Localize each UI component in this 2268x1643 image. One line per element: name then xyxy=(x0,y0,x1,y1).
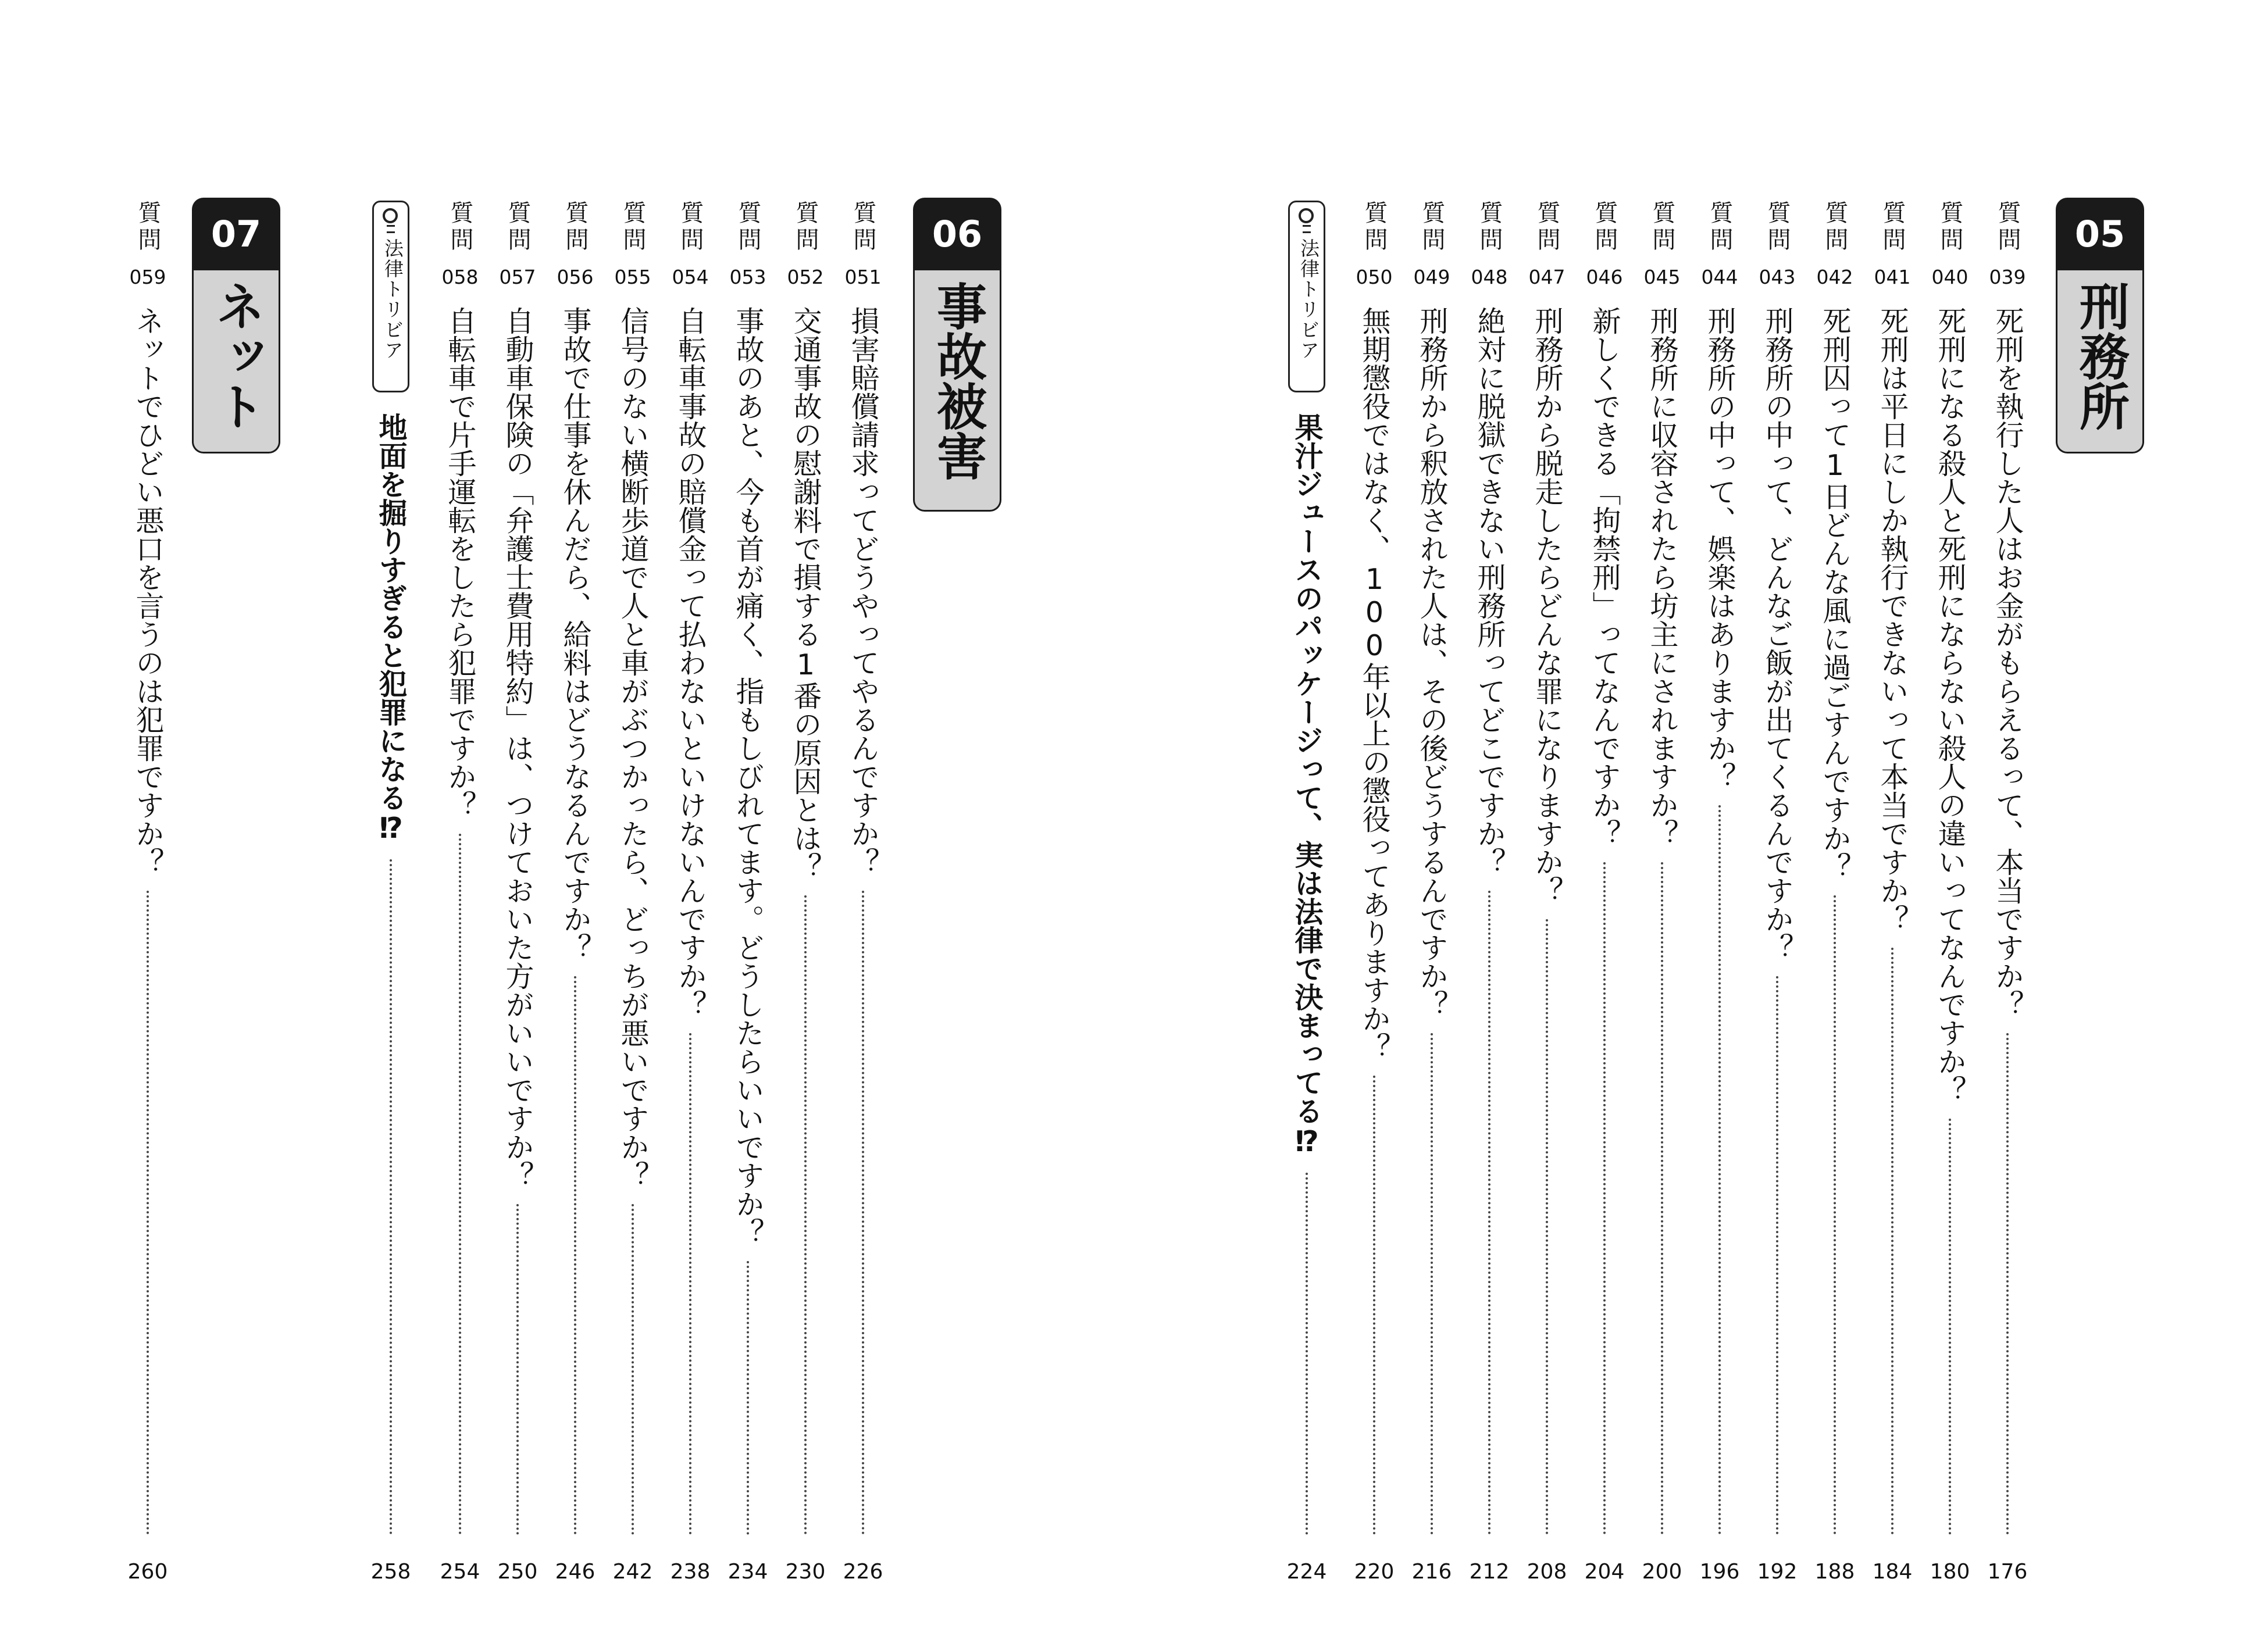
lightbulb-base xyxy=(1303,225,1311,233)
dot-leader xyxy=(689,1033,691,1535)
question-text: 自転車で片手運転をしたら犯罪ですか？ xyxy=(444,306,477,819)
question-text: 刑務所に収容されたら坊主にされますか？ xyxy=(1646,306,1679,848)
lightbulb-icon xyxy=(1299,208,1314,223)
question-number: 044 xyxy=(1701,266,1738,288)
toc-entry-048[interactable] xyxy=(1471,201,1508,1596)
chapter-title: 事故被害 xyxy=(928,281,986,481)
chapter-title-box xyxy=(913,270,1001,512)
dot-leader xyxy=(747,1261,749,1535)
toc-entry-049[interactable] xyxy=(1413,201,1450,1596)
dot-leader xyxy=(574,976,576,1535)
toc-entry-053[interactable] xyxy=(729,201,766,1596)
question-number: 058 xyxy=(441,266,479,288)
dot-leader xyxy=(862,891,864,1535)
question-text: 新しくできる「拘禁刑」ってなんですか？ xyxy=(1588,306,1621,848)
dot-leader xyxy=(804,895,807,1535)
page-number: 212 xyxy=(1469,1560,1510,1584)
toc-entry-047[interactable] xyxy=(1528,201,1566,1596)
question-text: 刑務所の中って、どんなご飯が出てくるんですか？ xyxy=(1761,306,1794,962)
trivia-tag xyxy=(372,201,409,392)
dot-leader xyxy=(1546,919,1548,1535)
question-label: 質問 xyxy=(504,201,531,254)
question-label: 質問 xyxy=(1821,201,1848,254)
page-number: 250 xyxy=(497,1560,538,1584)
toc-entry-042[interactable] xyxy=(1816,201,1853,1596)
dot-leader xyxy=(1661,862,1663,1535)
question-label: 質問 xyxy=(734,201,761,254)
page-number: 230 xyxy=(785,1560,826,1584)
question-text: 死刑囚って1日どんな風に過ごすんですか？ xyxy=(1818,306,1852,881)
question-number: 053 xyxy=(729,266,766,288)
page-number: 258 xyxy=(370,1560,411,1584)
question-text: 死刑は平日にしか執行できないって本当ですか？ xyxy=(1876,306,1909,933)
toc-entry-056[interactable] xyxy=(557,201,594,1596)
trivia-text: 果汁ジュースのパッケージって、実は法律で決まってる⁉ xyxy=(1290,413,1324,1158)
question-number: 051 xyxy=(844,266,882,288)
dot-leader xyxy=(390,859,392,1535)
chapter-title-box xyxy=(2056,270,2144,453)
page-number: 260 xyxy=(127,1560,168,1584)
question-text: 刑務所から脱走したらどんな罪になりますか？ xyxy=(1531,306,1564,905)
chapter-number: 07 xyxy=(192,198,280,270)
question-text: 刑務所から釈放された人は、その後どうするんですか？ xyxy=(1415,306,1449,1019)
chapter-number: 06 xyxy=(913,198,1001,270)
toc-entry-059[interactable] xyxy=(129,201,166,1596)
toc-entry-054[interactable] xyxy=(672,201,709,1596)
question-number: 047 xyxy=(1528,266,1566,288)
question-text: 自動車保険の「弁護士費用特約」は、つけておいた方がいいですか？ xyxy=(501,306,534,1190)
dot-leader xyxy=(147,891,149,1535)
question-label: 質問 xyxy=(1361,201,1388,254)
question-number: 045 xyxy=(1643,266,1681,288)
question-number: 050 xyxy=(1356,266,1393,288)
question-label: 質問 xyxy=(792,201,819,254)
page-number: 224 xyxy=(1286,1560,1327,1584)
dot-leader xyxy=(459,834,461,1535)
question-label: 質問 xyxy=(562,201,589,254)
page-number: 188 xyxy=(1814,1560,1855,1584)
page-number: 208 xyxy=(1527,1560,1567,1584)
dot-leader xyxy=(1431,1033,1433,1535)
toc-entry-040[interactable] xyxy=(1931,201,1969,1596)
toc-entry-055[interactable] xyxy=(614,201,651,1596)
question-number: 057 xyxy=(499,266,536,288)
toc-entry-050[interactable] xyxy=(1356,201,1393,1596)
question-text: 絶対に脱獄できない刑務所ってどこですか？ xyxy=(1473,306,1506,876)
dot-leader xyxy=(1373,1076,1375,1535)
dot-leader xyxy=(1776,976,1778,1535)
question-label: 質問 xyxy=(447,201,473,254)
question-text: 死刑になる殺人と死刑にならない殺人の違いってなんですか？ xyxy=(1934,306,1967,1104)
page-number: 226 xyxy=(843,1560,883,1584)
lightbulb-icon xyxy=(383,208,398,223)
page-number: 200 xyxy=(1642,1560,1682,1584)
toc-entry-041[interactable] xyxy=(1874,201,1911,1596)
question-label: 質問 xyxy=(1764,201,1791,254)
question-label: 質問 xyxy=(850,201,876,254)
page-number: 254 xyxy=(440,1560,480,1584)
question-label: 質問 xyxy=(1534,201,1560,254)
page-number: 216 xyxy=(1411,1560,1452,1584)
question-text: 刑務所の中って、娯楽はありますか？ xyxy=(1703,306,1736,791)
toc-entry-046[interactable] xyxy=(1586,201,1623,1596)
question-number: 048 xyxy=(1471,266,1508,288)
chapter-title: ネット xyxy=(207,281,265,431)
question-number: 046 xyxy=(1586,266,1623,288)
dot-leader xyxy=(1949,1119,1951,1535)
page-number: 184 xyxy=(1872,1560,1913,1584)
question-label: 質問 xyxy=(1879,201,1906,254)
page-number: 180 xyxy=(1930,1560,1970,1584)
dot-leader xyxy=(1718,805,1721,1535)
question-number: 054 xyxy=(672,266,709,288)
trivia-tag xyxy=(1288,201,1325,392)
page-number: 192 xyxy=(1757,1560,1798,1584)
question-number: 040 xyxy=(1931,266,1969,288)
page-number: 204 xyxy=(1584,1560,1625,1584)
question-number: 049 xyxy=(1413,266,1450,288)
question-text: 事故のあと、今も首が痛く、指もしびれてます。どうしたらいいですか？ xyxy=(732,306,765,1246)
chapter-title-box xyxy=(192,270,280,453)
trivia-entry-2[interactable] xyxy=(372,201,409,1596)
toc-entry-052[interactable] xyxy=(787,201,824,1596)
question-text: 無期懲役ではなく、100年以上の懲役ってありますか？ xyxy=(1358,306,1391,1061)
dot-leader xyxy=(516,1204,519,1535)
question-label: 質問 xyxy=(1994,201,2021,254)
dot-leader xyxy=(2006,1033,2009,1535)
toc-entry-043[interactable] xyxy=(1759,201,1796,1596)
page-number: 176 xyxy=(1987,1560,2028,1584)
page-number: 196 xyxy=(1699,1560,1740,1584)
question-text: 交通事故の慰謝料で損する1番の原因とは？ xyxy=(789,306,822,881)
trivia-label: 法律トリビア xyxy=(381,238,404,360)
page-number: 246 xyxy=(555,1560,595,1584)
question-number: 042 xyxy=(1816,266,1853,288)
trivia-text: 地面を掘りすぎると犯罪になる⁉ xyxy=(375,413,408,845)
question-text: 死刑を執行した人はお金がもらえるって、本当ですか？ xyxy=(1991,306,2024,1019)
toc-entry-058[interactable] xyxy=(441,201,479,1596)
page-number: 220 xyxy=(1354,1560,1395,1584)
dot-leader xyxy=(1834,895,1836,1535)
question-label: 質問 xyxy=(1591,201,1618,254)
question-label: 質問 xyxy=(134,201,161,254)
question-label: 質問 xyxy=(677,201,704,254)
question-number: 059 xyxy=(129,266,166,288)
dot-leader xyxy=(1603,862,1606,1535)
question-number: 039 xyxy=(1989,266,2026,288)
question-text: 信号のない横断歩道で人と車がぶつかったら、どっちが悪いですか？ xyxy=(616,306,650,1190)
chapter-number: 05 xyxy=(2056,198,2144,270)
page-number: 234 xyxy=(728,1560,768,1584)
question-text: ネットでひどい悪口を言うのは犯罪ですか？ xyxy=(131,306,165,876)
question-text: 損害賠償請求ってどうやってやるんですか？ xyxy=(847,306,880,876)
dot-leader xyxy=(1306,1173,1308,1535)
question-text: 事故で仕事を休んだら、給料はどうなるんですか？ xyxy=(559,306,592,962)
toc-entry-057[interactable] xyxy=(499,201,536,1596)
question-label: 質問 xyxy=(1418,201,1445,254)
question-number: 043 xyxy=(1759,266,1796,288)
dot-leader xyxy=(1891,948,1893,1535)
dot-leader xyxy=(1488,891,1490,1535)
dot-leader xyxy=(632,1204,634,1535)
question-number: 041 xyxy=(1874,266,1911,288)
page-number: 238 xyxy=(670,1560,711,1584)
lightbulb-base xyxy=(387,225,395,233)
trivia-label: 法律トリビア xyxy=(1297,238,1320,360)
question-label: 質問 xyxy=(619,201,646,254)
question-text: 自転車事故の賠償金って払わないといけないんですか？ xyxy=(674,306,707,1019)
toc-entry-039[interactable] xyxy=(1989,201,2026,1596)
page-number: 242 xyxy=(612,1560,653,1584)
chapter-title: 刑務所 xyxy=(2071,281,2129,431)
question-label: 質問 xyxy=(1937,201,1963,254)
question-number: 055 xyxy=(614,266,651,288)
toc-entry-045[interactable] xyxy=(1643,201,1681,1596)
question-number: 056 xyxy=(557,266,594,288)
toc-entry-051[interactable] xyxy=(844,201,882,1596)
toc-entry-044[interactable] xyxy=(1701,201,1738,1596)
question-label: 質問 xyxy=(1649,201,1675,254)
question-label: 質問 xyxy=(1706,201,1733,254)
trivia-entry-1[interactable] xyxy=(1288,201,1325,1596)
question-number: 052 xyxy=(787,266,824,288)
question-label: 質問 xyxy=(1476,201,1503,254)
